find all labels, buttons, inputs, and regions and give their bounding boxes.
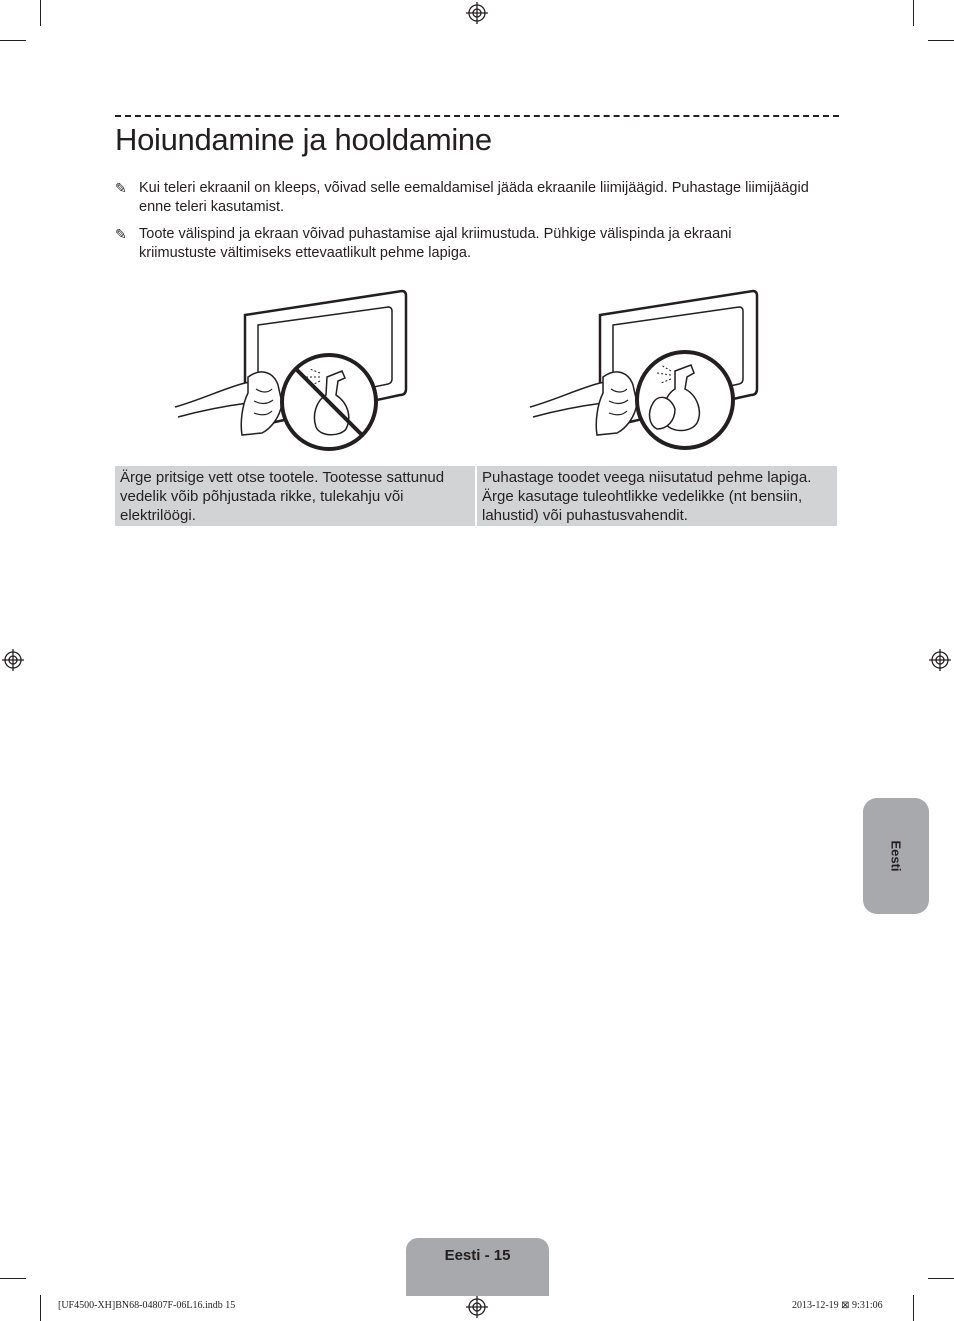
hand-with-cloth: [530, 372, 637, 435]
registration-mark-icon: [466, 2, 488, 24]
note-text: Toote välispind ja ekraan võivad puhastamise ajal kriimustuda. Pühkige välispinda ja ekraani kriimustuste vältimiseks ettevaatlikult pehme lapiga.: [139, 226, 732, 261]
section-divider: [115, 115, 839, 117]
spray-detail-circle-icon: [637, 352, 733, 448]
crop-mark: [40, 0, 41, 26]
note-item: [115, 225, 815, 265]
crop-mark: [913, 1295, 914, 1321]
crop-mark: [40, 1295, 41, 1321]
registration-mark-icon: [2, 649, 24, 671]
footer-file-info: [UF4500-XH]BN68-04807F-06L16.indb 15: [58, 1300, 236, 1311]
crop-mark: [0, 40, 26, 41]
language-side-label: Eesti: [888, 840, 904, 872]
note-item: [115, 179, 815, 219]
illustration-spray-on-cloth: [525, 285, 775, 455]
footer-timestamp: 2013-12-19 ⊠ 9:31:06: [792, 1300, 883, 1311]
pencil-note-icon: ✎: [115, 226, 127, 242]
crop-mark: [913, 0, 914, 26]
registration-mark-icon: [466, 1296, 488, 1318]
figure-caption: Ärge pritsige vett otse tootele. Tootesse sattunud vedelik võib põhjustada rikke, tulekahju või elektrilöögi.: [115, 466, 475, 526]
page-number: Eesti - 15: [444, 1247, 511, 1264]
page-title: Hoiundamine ja hooldamine: [115, 122, 492, 157]
crop-mark: [928, 1278, 954, 1279]
prohibition-circle-icon: [282, 355, 376, 449]
crop-mark: [0, 1278, 26, 1279]
figure-caption: Puhastage toodet veega niisutatud pehme lapiga. Ärge kasutage tuleohtlikke vedelikke (nt bensiin, lahustid) või puhastusvahendit.: [477, 466, 837, 526]
note-text: Kui teleri ekraanil on kleeps, võivad selle eemaldamisel jääda ekraanile liimijäägid. Puhastage liimijäägid enne teleri kasutamist.: [139, 180, 809, 215]
illustration-no-spray: [170, 285, 420, 455]
hand-with-cloth: [175, 372, 282, 435]
pencil-note-icon: ✎: [115, 180, 127, 196]
registration-mark-icon: [929, 649, 951, 671]
crop-mark: [928, 40, 954, 41]
